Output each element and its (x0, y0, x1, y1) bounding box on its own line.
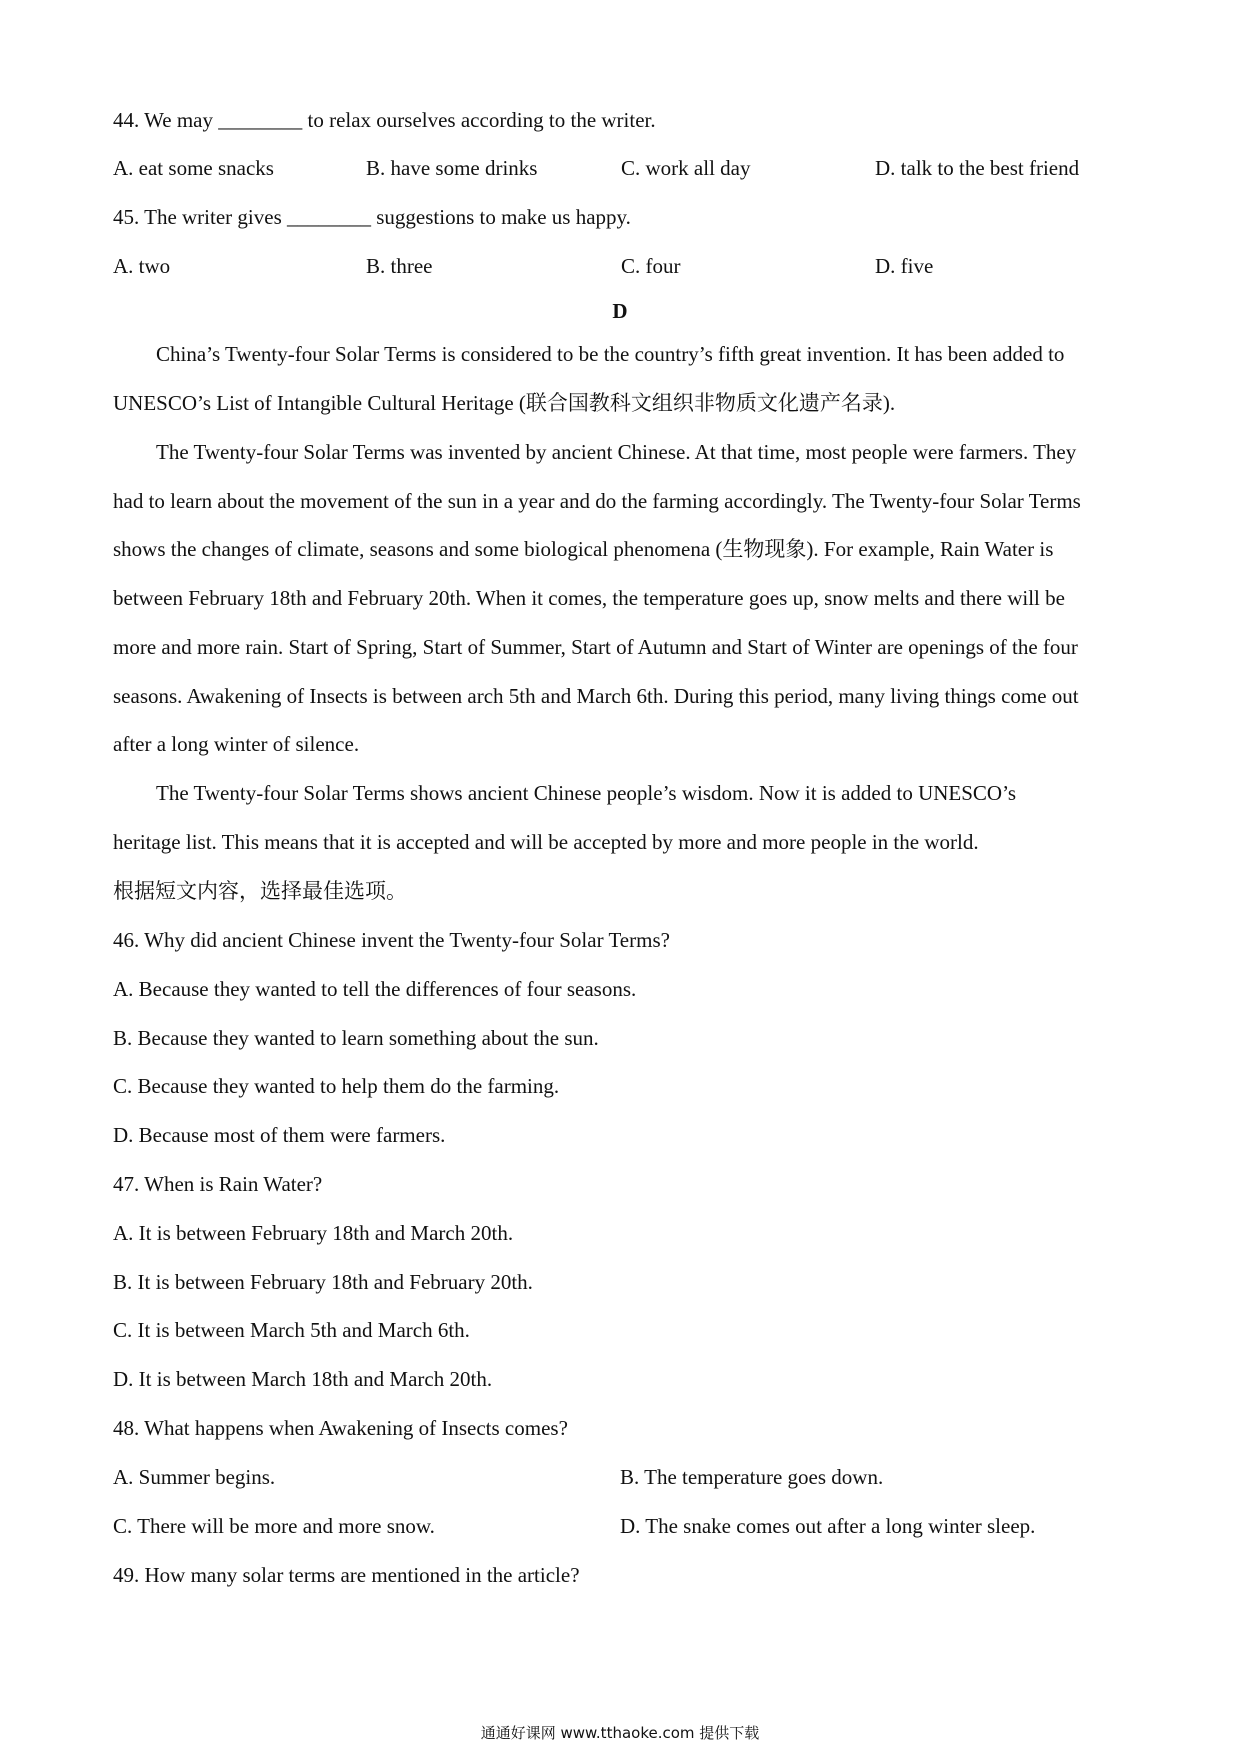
question-48-option-c: C. There will be more and more snow. (113, 1514, 435, 1538)
question-46-option-d: D. Because most of them were farmers. (113, 1123, 446, 1147)
passage-line: heritage list. This means that it is accepted and will be accepted by more and more people in the world. (113, 830, 979, 854)
question-47-option-b: B. It is between February 18th and February 20th. (113, 1270, 533, 1294)
question-44-option-c: C. work all day (621, 156, 751, 180)
question-47-stem: 47. When is Rain Water? (113, 1172, 323, 1196)
question-45-option-d: D. five (875, 254, 934, 278)
question-48-stem: 48. What happens when Awakening of Insects comes? (113, 1416, 568, 1440)
question-45-option-c: C. four (621, 254, 681, 278)
question-44-stem: 44. We may ________ to relax ourselves according to the writer. (113, 108, 656, 132)
passage-line: between February 18th and February 20th. When it comes, the temperature goes up, snow melts and there will be (113, 586, 1065, 610)
question-46-option-a: A. Because they wanted to tell the differences of four seasons. (113, 977, 637, 1001)
question-49-stem: 49. How many solar terms are mentioned in the article? (113, 1563, 580, 1587)
question-47-option-c: C. It is between March 5th and March 6th. (113, 1318, 470, 1342)
question-48-option-a: A. Summer begins. (113, 1465, 276, 1489)
question-48-option-b: B. The temperature goes down. (620, 1465, 884, 1489)
question-44-option-d: D. talk to the best friend (875, 156, 1080, 180)
instruction: 根据短文内容，选择最佳选项。 (113, 879, 407, 903)
question-45-option-b: B. three (366, 254, 433, 278)
passage-line: The Twenty-four Solar Terms shows ancient Chinese people’s wisdom. Now it is added to UNESCO’s (156, 781, 1017, 805)
question-45-option-a: A. two (113, 254, 171, 278)
passage-line: more and more rain. Start of Spring, Start of Summer, Start of Autumn and Start of Winter are openings of the four (113, 635, 1078, 659)
question-47-option-d: D. It is between March 18th and March 20th. (113, 1367, 493, 1391)
passage-line: China’s Twenty-four Solar Terms is considered to be the country’s fifth great invention. It has been added to (156, 342, 1065, 366)
passage-line: had to learn about the movement of the sun in a year and do the farming accordingly. The Twenty-four Solar Terms (113, 489, 1081, 513)
question-46-stem: 46. Why did ancient Chinese invent the Twenty-four Solar Terms? (113, 928, 670, 952)
passage-line: seasons. Awakening of Insects is between arch 5th and March 6th. During this period, many living things come out (113, 684, 1079, 708)
question-46-option-c: C. Because they wanted to help them do the farming. (113, 1074, 560, 1098)
passage-line: The Twenty-four Solar Terms was invented by ancient Chinese. At that time, most people were farmers. They (156, 440, 1077, 464)
question-44-option-a: A. eat some snacks (113, 156, 274, 180)
passage-line: UNESCO’s List of Intangible Cultural Heritage (联合国教科文组织非物质文化遗产名录). (113, 391, 896, 415)
section-title: D (612, 299, 628, 323)
footer-watermark: 通通好课网 www.tthaoke.com 提供下载 (480, 1724, 760, 1742)
question-46-option-b: B. Because they wanted to learn something about the sun. (113, 1026, 599, 1050)
question-44-option-b: B. have some drinks (366, 156, 538, 180)
question-45-stem: 45. The writer gives ________ suggestions to make us happy. (113, 205, 631, 229)
passage-line: after a long winter of silence. (113, 732, 360, 756)
question-48-option-d: D. The snake comes out after a long winter sleep. (620, 1514, 1036, 1538)
passage-line: shows the changes of climate, seasons and some biological phenomena (生物现象). For example, Rain Water is (113, 537, 1054, 561)
question-47-option-a: A. It is between February 18th and March 20th. (113, 1221, 514, 1245)
